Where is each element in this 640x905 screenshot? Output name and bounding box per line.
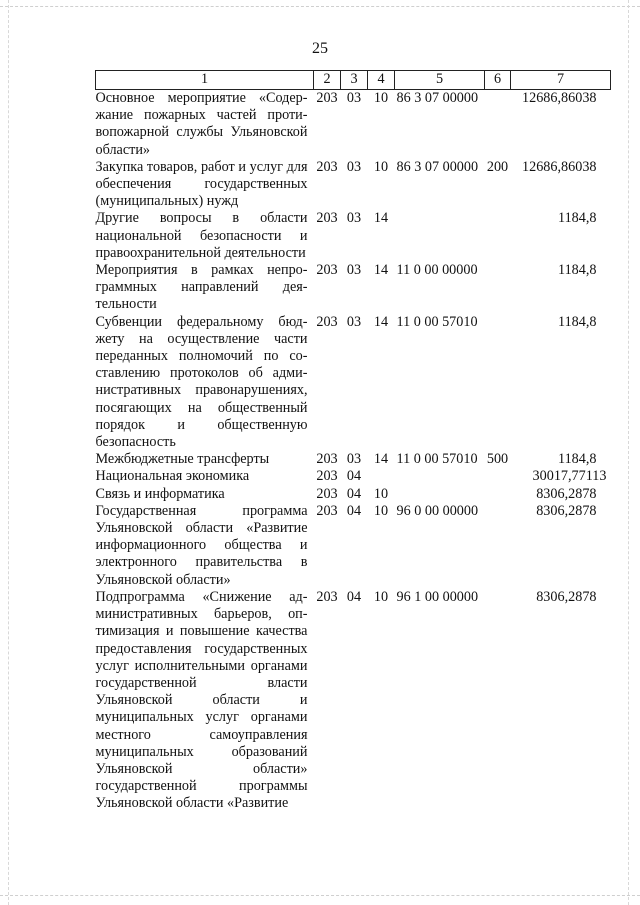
row-name: Межбюджетные трансферты	[95, 451, 270, 468]
row-expense-type	[485, 589, 511, 813]
row-section: 04	[346, 502, 362, 519]
row-expense-type	[485, 90, 511, 159]
row-subsection: 10	[373, 158, 389, 175]
row-amount: 8306,2878	[536, 588, 597, 605]
row-subsection: 10	[373, 90, 389, 106]
table-row	[96, 314, 611, 452]
row-section: 03	[346, 262, 362, 279]
row-expense-type: 200	[486, 158, 509, 175]
row-target-item	[395, 468, 485, 485]
row-name: Подпрограмма «Снижение административных барьеров, оптимизация и повышение качества предоставления государственных услуг исполнительными органами государственной власти Ульяновской области и муниципальных услуг органами местного самоуправления муниципальных образований Ульяновской области» государственной программы Ульяновской области «Развитие	[95, 588, 308, 812]
row-amount: 1184,8	[558, 262, 597, 279]
row-section: 03	[346, 90, 362, 106]
table-row	[96, 90, 611, 159]
table-row	[96, 159, 611, 211]
row-subsection: 14	[373, 451, 389, 468]
row-amount: 1184,8	[558, 451, 597, 468]
row-expense-type	[485, 314, 511, 452]
row-grbs: 203	[316, 210, 338, 227]
column-header: 7	[511, 71, 611, 90]
row-target-item	[395, 210, 485, 262]
row-target-item: 11 0 00 57010	[396, 313, 478, 330]
row-grbs: 203	[316, 588, 338, 605]
table-row	[96, 210, 611, 262]
row-subsection: 10	[373, 502, 389, 519]
row-expense-type: 500	[486, 451, 509, 468]
row-expense-type	[485, 503, 511, 589]
column-header: 5	[395, 71, 485, 90]
row-target-item: 11 0 00 00000	[396, 262, 478, 279]
row-grbs: 203	[316, 313, 338, 330]
budget-table	[95, 70, 611, 813]
table-row	[96, 503, 611, 589]
column-header: 4	[368, 71, 395, 90]
row-name: Национальная экономика	[95, 468, 250, 485]
row-target-item	[395, 486, 485, 503]
row-target-item: 86 3 07 00000	[396, 158, 479, 175]
table-row	[96, 468, 611, 485]
column-header: 2	[314, 71, 341, 90]
row-section: 03	[346, 313, 362, 330]
row-target-item: 11 0 00 57010	[396, 451, 478, 468]
column-header: 3	[341, 71, 368, 90]
row-expense-type	[485, 486, 511, 503]
page-number: 25	[312, 40, 328, 57]
row-section: 03	[346, 210, 362, 227]
row-grbs: 203	[316, 90, 338, 106]
row-target-item: 86 3 07 00000	[396, 90, 479, 106]
row-grbs: 203	[316, 468, 338, 485]
row-section: 03	[346, 158, 362, 175]
table-row	[96, 589, 611, 813]
row-subsection: 14	[373, 313, 389, 330]
row-amount: 30017,77113	[532, 468, 607, 485]
row-amount: 12686,86038	[522, 158, 597, 175]
row-grbs: 203	[316, 485, 338, 502]
table-row	[96, 262, 611, 314]
row-name: Мероприятия в рамках непрограммных направлений деятельности	[95, 262, 308, 313]
row-grbs: 203	[316, 262, 338, 279]
table-row	[96, 486, 611, 503]
row-section: 04	[346, 485, 362, 502]
row-subsection: 14	[373, 262, 389, 279]
row-name: Связь и информатика	[95, 485, 225, 502]
scan-edge-right	[628, 0, 629, 905]
row-subsection	[368, 468, 395, 485]
row-amount: 8306,2878	[536, 485, 597, 502]
scan-edge-bottom	[0, 895, 640, 896]
row-target-item: 96 0 00 00000	[396, 502, 479, 519]
row-expense-type	[485, 262, 511, 314]
row-section: 04	[346, 588, 362, 605]
row-grbs: 203	[316, 502, 338, 519]
column-header: 1	[96, 71, 314, 90]
table-row	[96, 451, 611, 468]
row-name: Государственная программа Ульяновской области «Развитие информационного общества и электронного правительства в Ульяновской области»	[95, 502, 308, 588]
row-subsection: 10	[373, 485, 389, 502]
row-expense-type	[485, 210, 511, 262]
column-header: 6	[485, 71, 511, 90]
scan-edge-left	[8, 0, 9, 905]
row-amount: 8306,2878	[536, 502, 597, 519]
row-expense-type	[485, 468, 511, 485]
row-grbs: 203	[316, 451, 338, 468]
row-section: 03	[346, 451, 362, 468]
row-section: 04	[346, 468, 362, 485]
scan-edge-top	[0, 6, 640, 7]
row-amount: 12686,86038	[522, 90, 597, 106]
row-name: Основное мероприятие «Содержание пожарных частей противопожарной службы Ульяновской области»	[95, 90, 308, 158]
row-name: Закупка товаров, работ и услуг для обеспечения государственных (муниципальных) нужд	[95, 158, 308, 210]
row-subsection: 14	[373, 210, 389, 227]
row-name: Другие вопросы в области национальной безопасности и правоохранительной деятельности	[95, 210, 308, 261]
table-header-row	[96, 71, 611, 90]
row-subsection: 10	[373, 588, 389, 605]
row-amount: 1184,8	[558, 210, 597, 227]
row-target-item: 96 1 00 00000	[396, 588, 479, 605]
row-amount: 1184,8	[558, 313, 597, 330]
row-name: Субвенции федеральному бюджету на осуществление части переданных полномочий по составлению протоколов об административных правонарушениях, посягающих на общественный порядок и общественную безопасность	[95, 313, 308, 451]
row-grbs: 203	[316, 158, 338, 175]
